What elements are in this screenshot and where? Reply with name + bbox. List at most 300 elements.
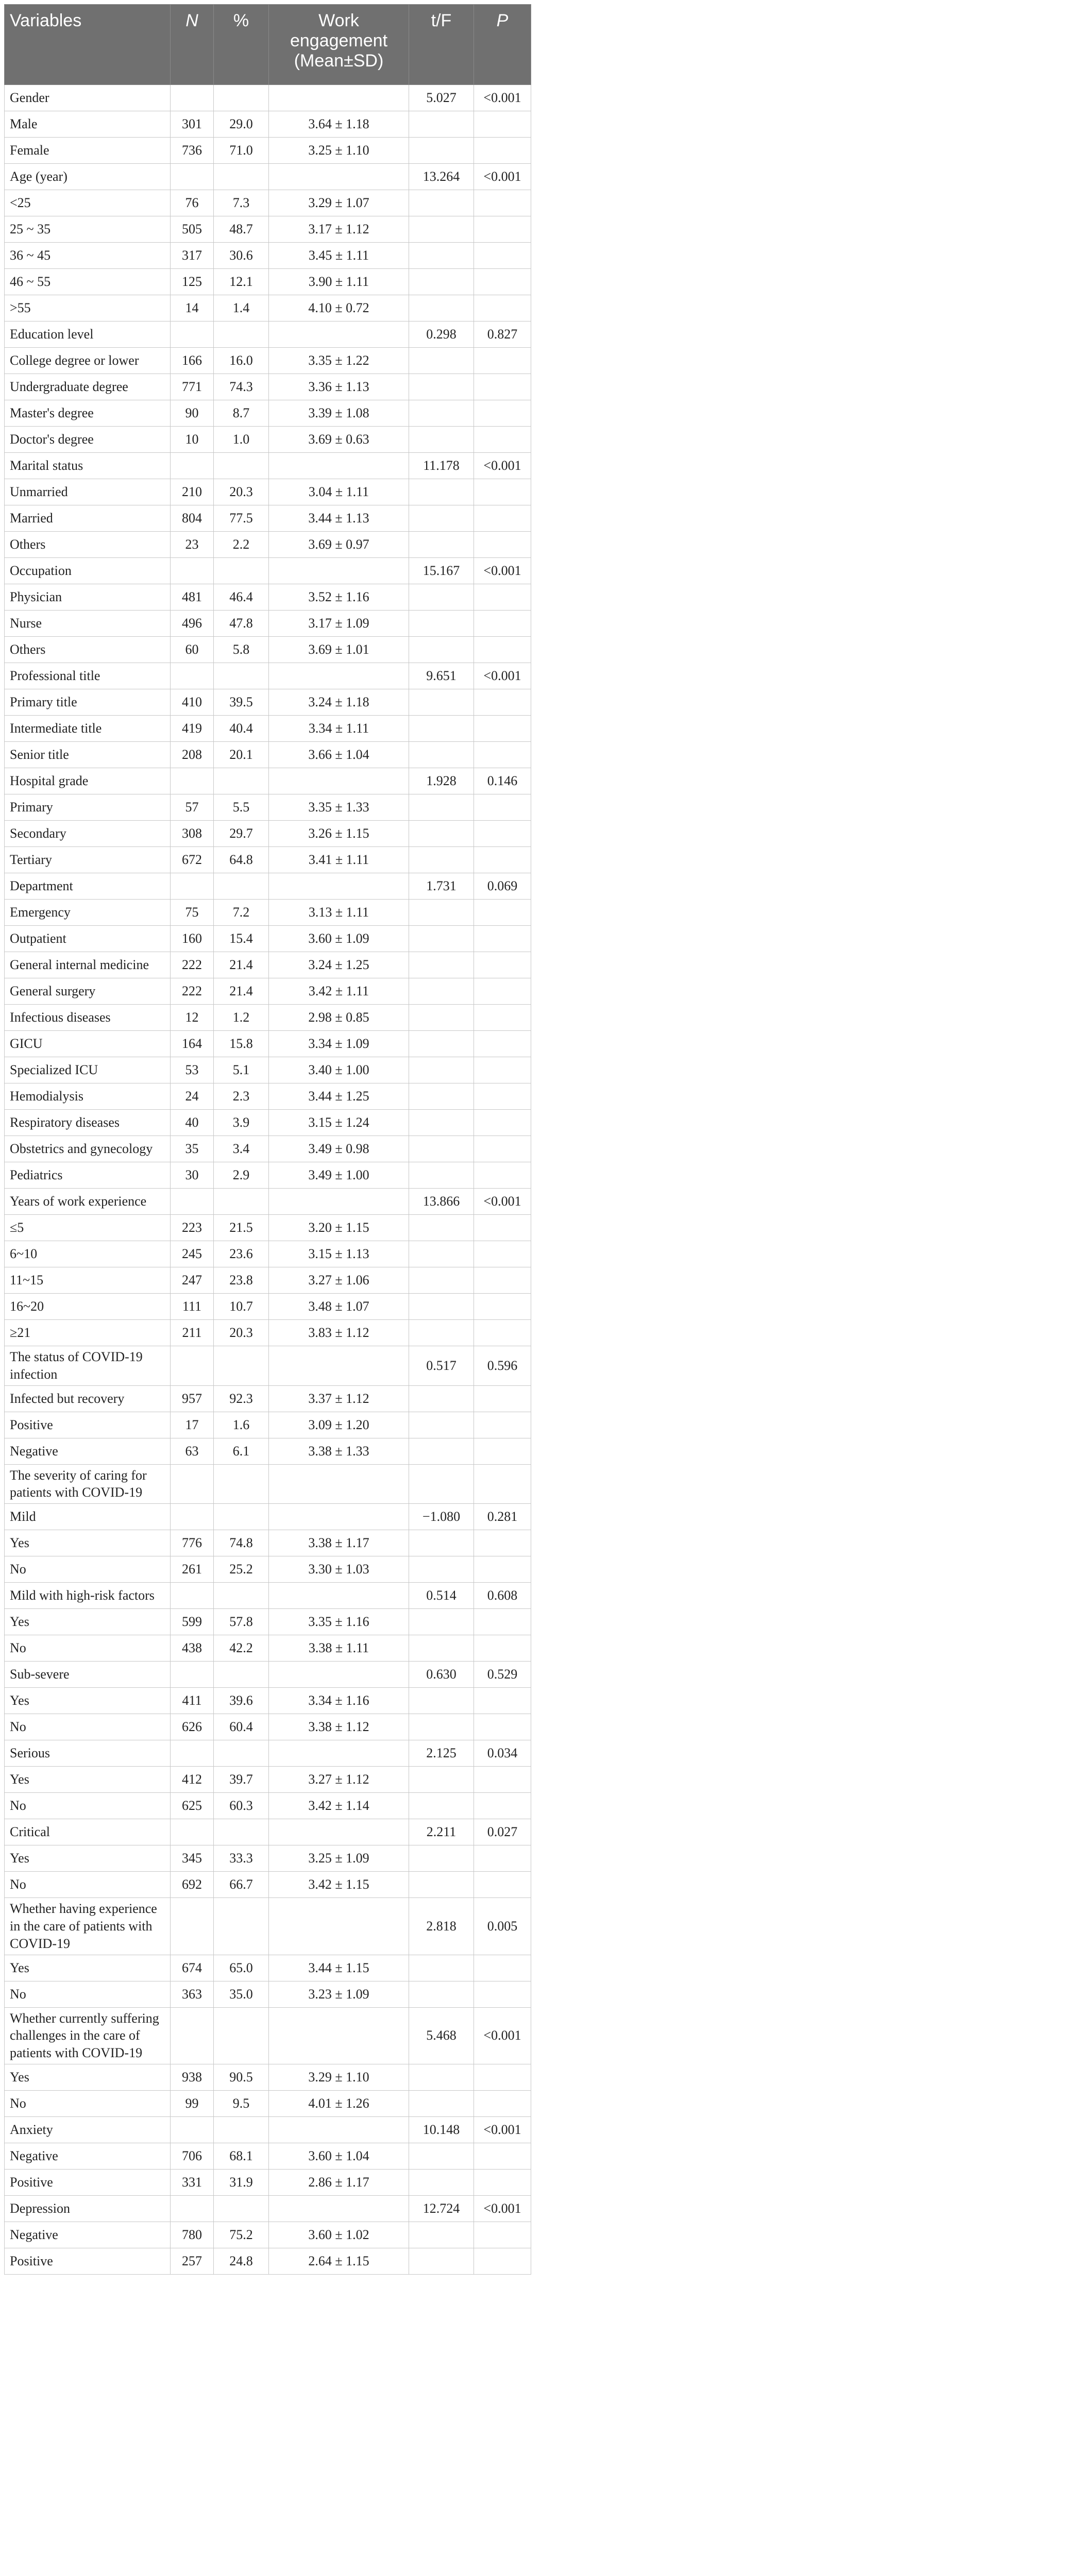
percent-cell: 3.4 [214,1136,269,1162]
variable-cell: <25 [5,190,171,216]
engagement-cell: 3.13 ± 1.11 [269,900,409,926]
p-cell [474,1981,531,2007]
p-cell [474,978,531,1005]
tf-cell: 5.027 [409,85,474,111]
variable-cell: Negative [5,2143,171,2169]
n-cell: 57 [171,794,214,821]
p-cell: <0.001 [474,453,531,479]
n-cell: 481 [171,584,214,611]
tf-cell [409,2222,474,2248]
n-cell: 257 [171,2248,214,2274]
percent-cell: 2.3 [214,1083,269,1110]
n-cell [171,453,214,479]
p-cell [474,1241,531,1267]
tf-cell [409,1241,474,1267]
percent-cell: 3.9 [214,1110,269,1136]
n-cell: 164 [171,1031,214,1057]
p-cell [474,243,531,269]
n-cell: 245 [171,1241,214,1267]
table-row [5,926,531,952]
percent-cell [214,1662,269,1688]
table-row [5,138,531,164]
n-cell [171,1898,214,1955]
tf-cell: 1.731 [409,873,474,900]
n-cell [171,1662,214,1688]
percent-cell: 8.7 [214,400,269,427]
table-row [5,2248,531,2274]
variable-cell: Mild [5,1504,171,1530]
percent-cell [214,768,269,794]
n-cell: 496 [171,611,214,637]
table-row [5,269,531,295]
p-cell: 0.281 [474,1504,531,1530]
p-cell: 0.027 [474,1819,531,1845]
percent-cell: 7.3 [214,190,269,216]
n-cell [171,873,214,900]
tf-cell: −1.080 [409,1504,474,1530]
variable-cell: Primary [5,794,171,821]
n-cell: 599 [171,1609,214,1635]
variable-cell: Positive [5,2248,171,2274]
p-cell [474,1412,531,1438]
table-row [5,2195,531,2222]
engagement-cell [269,453,409,479]
table-row [5,295,531,321]
variable-cell: No [5,1872,171,1898]
p-cell [474,1872,531,1898]
table-row [5,1031,531,1057]
engagement-cell: 3.60 ± 1.02 [269,2222,409,2248]
engagement-cell: 3.20 ± 1.15 [269,1215,409,1241]
table-row [5,637,531,663]
percent-cell: 1.6 [214,1412,269,1438]
n-cell: 30 [171,1162,214,1189]
variable-cell: Yes [5,1955,171,1981]
engagement-cell [269,85,409,111]
p-cell: <0.001 [474,1189,531,1215]
table-row [5,1714,531,1740]
n-cell: 111 [171,1294,214,1320]
p-cell [474,637,531,663]
tf-cell [409,1981,474,2007]
variable-cell: Male [5,111,171,138]
p-cell [474,1162,531,1189]
p-cell [474,847,531,873]
variable-cell: Secondary [5,821,171,847]
p-cell [474,742,531,768]
tf-cell [409,952,474,978]
p-cell: <0.001 [474,2007,531,2064]
n-cell [171,85,214,111]
tf-cell [409,1031,474,1057]
table-row [5,1688,531,1714]
tf-cell [409,295,474,321]
tf-cell [409,532,474,558]
tf-cell [409,1714,474,1740]
table-row [5,1057,531,1083]
p-cell [474,1267,531,1294]
engagement-cell [269,1740,409,1767]
p-cell [474,505,531,532]
p-cell: <0.001 [474,164,531,190]
variable-cell: Gender [5,85,171,111]
n-cell: 625 [171,1793,214,1819]
engagement-cell: 3.49 ± 1.00 [269,1162,409,1189]
table-row [5,427,531,453]
percent-cell: 66.7 [214,1872,269,1898]
table-row [5,900,531,926]
engagement-cell: 3.17 ± 1.12 [269,216,409,243]
tf-cell [409,584,474,611]
tf-cell [409,216,474,243]
p-cell [474,2248,531,2274]
engagement-cell: 3.48 ± 1.07 [269,1294,409,1320]
n-cell: 331 [171,2169,214,2195]
tf-cell [409,479,474,505]
engagement-cell: 3.38 ± 1.33 [269,1438,409,1464]
tf-cell [409,689,474,716]
variable-cell: 11~15 [5,1267,171,1294]
engagement-cell: 3.39 ± 1.08 [269,400,409,427]
table-row [5,111,531,138]
n-cell [171,1464,214,1504]
percent-cell: 30.6 [214,243,269,269]
engagement-cell: 3.44 ± 1.13 [269,505,409,532]
engagement-cell [269,1583,409,1609]
variable-cell: No [5,1556,171,1583]
table-row [5,216,531,243]
p-cell: <0.001 [474,2116,531,2143]
table-row [5,453,531,479]
statistics-table [4,4,531,2275]
tf-cell [409,427,474,453]
table-row [5,1162,531,1189]
n-cell: 125 [171,269,214,295]
table-row [5,1635,531,1662]
engagement-cell: 2.98 ± 0.85 [269,1005,409,1031]
table-row [5,1241,531,1267]
table-row [5,2007,531,2064]
tf-cell [409,1688,474,1714]
variable-cell: Positive [5,2169,171,2195]
n-cell [171,1583,214,1609]
table-row [5,1110,531,1136]
tf-cell: 13.866 [409,1189,474,1215]
p-cell [474,1110,531,1136]
tf-cell [409,900,474,926]
variable-cell: 46 ~ 55 [5,269,171,295]
table-row [5,2064,531,2090]
n-cell [171,768,214,794]
tf-cell [409,1438,474,1464]
p-cell: 0.529 [474,1662,531,1688]
tf-cell [409,1294,474,1320]
p-cell [474,1385,531,1412]
percent-cell: 40.4 [214,716,269,742]
variable-cell: Anxiety [5,2116,171,2143]
variable-cell: General internal medicine [5,952,171,978]
tf-cell [409,1005,474,1031]
engagement-cell [269,1662,409,1688]
p-cell [474,1136,531,1162]
n-cell: 160 [171,926,214,952]
engagement-cell: 3.26 ± 1.15 [269,821,409,847]
table-row [5,584,531,611]
percent-cell: 15.4 [214,926,269,952]
percent-cell [214,873,269,900]
n-cell: 736 [171,138,214,164]
engagement-cell: 3.44 ± 1.25 [269,1083,409,1110]
variable-cell: Married [5,505,171,532]
table-row [5,2090,531,2116]
percent-cell [214,453,269,479]
p-cell [474,584,531,611]
table-row [5,1845,531,1872]
percent-cell: 39.6 [214,1688,269,1714]
variable-cell: Pediatrics [5,1162,171,1189]
variable-cell: Marital status [5,453,171,479]
variable-cell: Mild with high-risk factors [5,1583,171,1609]
n-cell: 505 [171,216,214,243]
engagement-cell: 3.27 ± 1.06 [269,1267,409,1294]
tf-cell [409,400,474,427]
tf-cell [409,794,474,821]
table-row [5,532,531,558]
engagement-cell: 3.35 ± 1.33 [269,794,409,821]
table-row [5,1583,531,1609]
n-cell: 10 [171,427,214,453]
n-cell: 23 [171,532,214,558]
tf-cell [409,2064,474,2090]
table-row [5,1320,531,1346]
engagement-cell [269,1346,409,1386]
table-row [5,1438,531,1464]
engagement-cell [269,873,409,900]
percent-cell [214,1898,269,1955]
tf-cell [409,1267,474,1294]
variable-cell: Serious [5,1740,171,1767]
variable-cell: ≤5 [5,1215,171,1241]
table-row [5,2143,531,2169]
variable-cell: ≥21 [5,1320,171,1346]
table-row [5,1530,531,1556]
variable-cell: Obstetrics and gynecology [5,1136,171,1162]
engagement-cell: 3.34 ± 1.09 [269,1031,409,1057]
n-cell: 210 [171,479,214,505]
engagement-cell: 3.29 ± 1.07 [269,190,409,216]
variable-cell: Primary title [5,689,171,716]
p-cell [474,1845,531,1872]
tf-cell [409,1464,474,1504]
header-p: P [474,5,531,85]
header-variables: Variables [5,5,171,85]
percent-cell: 5.5 [214,794,269,821]
table-row [5,190,531,216]
p-cell [474,2090,531,2116]
tf-cell [409,1136,474,1162]
percent-cell [214,1346,269,1386]
table-row [5,1981,531,2007]
table-row [5,1955,531,1981]
engagement-cell: 3.64 ± 1.18 [269,111,409,138]
variable-cell: 36 ~ 45 [5,243,171,269]
table-row [5,1136,531,1162]
table-row [5,2116,531,2143]
p-cell [474,400,531,427]
tf-cell [409,1635,474,1662]
percent-cell: 21.4 [214,978,269,1005]
n-cell: 776 [171,1530,214,1556]
n-cell [171,1504,214,1530]
p-cell [474,295,531,321]
table-row [5,1740,531,1767]
percent-cell: 24.8 [214,2248,269,2274]
table-row [5,558,531,584]
engagement-cell: 3.41 ± 1.11 [269,847,409,873]
percent-cell: 74.3 [214,374,269,400]
n-cell: 247 [171,1267,214,1294]
variable-cell: Years of work experience [5,1189,171,1215]
table-row [5,479,531,505]
engagement-cell: 3.24 ± 1.18 [269,689,409,716]
n-cell: 14 [171,295,214,321]
tf-cell [409,1162,474,1189]
tf-cell [409,978,474,1005]
tf-cell [409,2248,474,2274]
table-row [5,164,531,190]
tf-cell: 0.517 [409,1346,474,1386]
p-cell [474,1767,531,1793]
tf-cell: 2.211 [409,1819,474,1845]
n-cell: 76 [171,190,214,216]
percent-cell: 6.1 [214,1438,269,1464]
n-cell [171,2195,214,2222]
p-cell [474,1609,531,1635]
table-body [5,85,531,2275]
n-cell [171,1346,214,1386]
tf-cell: 10.148 [409,2116,474,2143]
p-cell [474,1530,531,1556]
p-cell: 0.608 [474,1583,531,1609]
variable-cell: >55 [5,295,171,321]
tf-cell: 11.178 [409,453,474,479]
percent-cell: 77.5 [214,505,269,532]
n-cell: 412 [171,1767,214,1793]
tf-cell: 13.264 [409,164,474,190]
percent-cell: 16.0 [214,348,269,374]
engagement-cell: 2.86 ± 1.17 [269,2169,409,2195]
variable-cell: Tertiary [5,847,171,873]
p-cell: 0.005 [474,1898,531,1955]
percent-cell [214,1464,269,1504]
engagement-cell: 3.44 ± 1.15 [269,1955,409,1981]
table-row [5,1346,531,1386]
n-cell: 261 [171,1556,214,1583]
variable-cell: No [5,1793,171,1819]
table-row [5,505,531,532]
p-cell [474,532,531,558]
percent-cell: 35.0 [214,1981,269,2007]
variable-cell: Hospital grade [5,768,171,794]
variable-cell: Emergency [5,900,171,926]
table-row [5,1005,531,1031]
tf-cell: 1.928 [409,768,474,794]
tf-cell [409,926,474,952]
percent-cell: 42.2 [214,1635,269,1662]
n-cell: 771 [171,374,214,400]
tf-cell [409,1556,474,1583]
p-cell [474,374,531,400]
tf-cell: 0.514 [409,1583,474,1609]
variable-cell: Nurse [5,611,171,637]
p-cell [474,1955,531,1981]
p-cell [474,926,531,952]
engagement-cell [269,663,409,689]
variable-cell: General surgery [5,978,171,1005]
n-cell: 626 [171,1714,214,1740]
percent-cell: 31.9 [214,2169,269,2195]
variable-cell: Others [5,637,171,663]
variable-cell: Sub-severe [5,1662,171,1688]
p-cell [474,689,531,716]
variable-cell: The severity of caring for patients with COVID-19 [5,1464,171,1504]
tf-cell [409,138,474,164]
engagement-cell: 3.83 ± 1.12 [269,1320,409,1346]
engagement-cell: 3.15 ± 1.13 [269,1241,409,1267]
engagement-cell: 3.25 ± 1.10 [269,138,409,164]
n-cell: 706 [171,2143,214,2169]
table-row [5,768,531,794]
engagement-cell: 3.69 ± 0.97 [269,532,409,558]
variable-cell: Others [5,532,171,558]
table-row [5,1767,531,1793]
p-cell [474,1438,531,1464]
percent-cell: 29.0 [214,111,269,138]
n-cell: 674 [171,1955,214,1981]
tf-cell: 2.125 [409,1740,474,1767]
percent-cell: 25.2 [214,1556,269,1583]
variable-cell: GICU [5,1031,171,1057]
variable-cell: Senior title [5,742,171,768]
percent-cell: 7.2 [214,900,269,926]
engagement-cell: 3.38 ± 1.17 [269,1530,409,1556]
percent-cell [214,85,269,111]
engagement-cell: 3.69 ± 1.01 [269,637,409,663]
engagement-cell: 3.36 ± 1.13 [269,374,409,400]
variable-cell: Respiratory diseases [5,1110,171,1136]
variable-cell: Infectious diseases [5,1005,171,1031]
tf-cell [409,716,474,742]
percent-cell [214,2195,269,2222]
engagement-cell [269,164,409,190]
percent-cell: 48.7 [214,216,269,243]
p-cell: 0.069 [474,873,531,900]
n-cell: 40 [171,1110,214,1136]
percent-cell: 60.4 [214,1714,269,1740]
p-cell [474,1031,531,1057]
variable-cell: Unmarried [5,479,171,505]
tf-cell [409,1793,474,1819]
percent-cell: 90.5 [214,2064,269,2090]
percent-cell: 71.0 [214,138,269,164]
engagement-cell: 3.17 ± 1.09 [269,611,409,637]
engagement-cell: 3.52 ± 1.16 [269,584,409,611]
tf-cell [409,1385,474,1412]
tf-cell: 12.724 [409,2195,474,2222]
n-cell [171,1740,214,1767]
variable-cell: Whether having experience in the care of patients with COVID-19 [5,1898,171,1955]
table-row [5,2222,531,2248]
